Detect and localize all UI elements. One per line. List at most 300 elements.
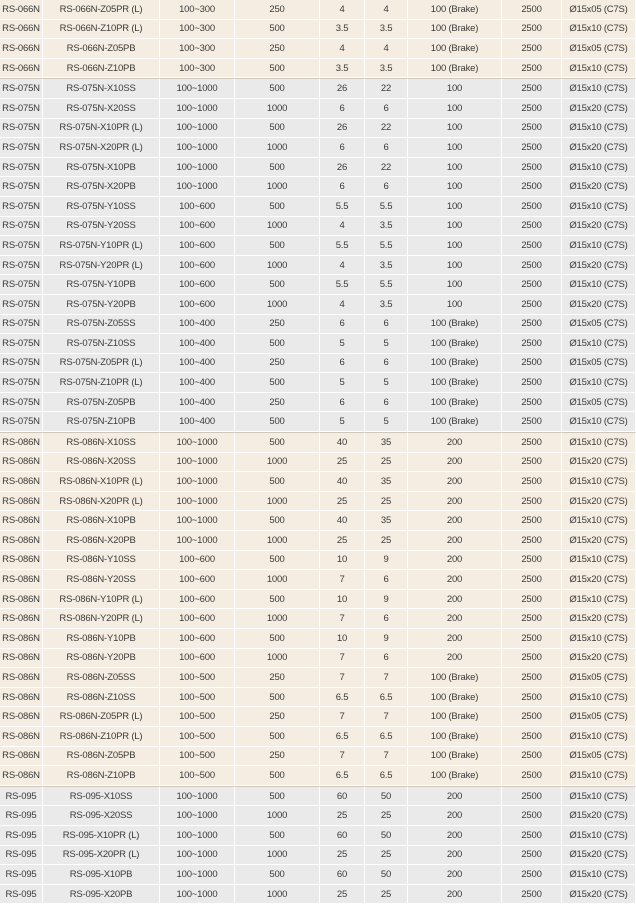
stroke-cell: 100~1000 [160, 432, 235, 453]
rpm-cell: 2500 [502, 551, 562, 571]
rpm-cell: 2500 [502, 629, 562, 649]
screw-cell: Ø15x05 (C7S) [562, 39, 636, 59]
part-number-cell: RS-095-X20PB [43, 885, 160, 904]
load-h-cell: 7 [320, 707, 365, 727]
speed-cell: 1000 [235, 256, 320, 276]
stroke-cell: 100~600 [160, 217, 235, 237]
part-number-cell: RS-066N-Z10PB [43, 59, 160, 79]
table-row [0, 177, 636, 197]
power-cell: 100 [408, 256, 502, 276]
power-cell: 100 [408, 275, 502, 295]
power-cell: 200 [408, 629, 502, 649]
part-number-cell: RS-066N-Z10PR (L) [43, 20, 160, 40]
rpm-cell: 2500 [502, 453, 562, 473]
speed-cell: 500 [235, 786, 320, 807]
load-v-cell: 5.5 [365, 275, 408, 295]
power-cell: 100 (Brake) [408, 412, 502, 432]
table-row [0, 59, 636, 79]
stroke-cell: 100~1000 [160, 472, 235, 492]
load-h-cell: 26 [320, 119, 365, 139]
rpm-cell: 2500 [502, 373, 562, 393]
speed-cell: 250 [235, 39, 320, 59]
part-number-cell: RS-086N-Y20SS [43, 570, 160, 590]
rpm-cell: 2500 [502, 197, 562, 217]
part-number-cell: RS-095-X10PB [43, 865, 160, 885]
model-cell: RS-075N [0, 334, 43, 354]
table-row [0, 570, 636, 590]
stroke-cell: 100~500 [160, 688, 235, 708]
load-h-cell: 7 [320, 668, 365, 688]
speed-cell: 500 [235, 20, 320, 40]
rpm-cell: 2500 [502, 786, 562, 807]
power-cell: 100 [408, 99, 502, 119]
load-h-cell: 6 [320, 177, 365, 197]
table-row [0, 393, 636, 413]
table-row [0, 236, 636, 256]
model-cell: RS-075N [0, 315, 43, 335]
load-v-cell: 6 [365, 99, 408, 119]
load-h-cell: 5 [320, 334, 365, 354]
model-cell: RS-086N [0, 453, 43, 473]
part-number-cell: RS-066N-Z05PB [43, 39, 160, 59]
part-number-cell: RS-075N-Y20SS [43, 217, 160, 237]
model-cell: RS-075N [0, 197, 43, 217]
speed-cell: 500 [235, 511, 320, 531]
power-cell: 100 (Brake) [408, 766, 502, 786]
stroke-cell: 100~400 [160, 373, 235, 393]
power-cell: 200 [408, 609, 502, 629]
load-h-cell: 6 [320, 354, 365, 374]
power-cell: 100 [408, 158, 502, 178]
load-h-cell: 6 [320, 138, 365, 158]
stroke-cell: 100~1000 [160, 453, 235, 473]
rpm-cell: 2500 [502, 412, 562, 432]
rpm-cell: 2500 [502, 217, 562, 237]
screw-cell: Ø15x10 (C7S) [562, 629, 636, 649]
power-cell: 100 [408, 138, 502, 158]
table-row [0, 453, 636, 473]
part-number-cell: RS-075N-X10PR (L) [43, 119, 160, 139]
speed-cell: 250 [235, 668, 320, 688]
model-cell: RS-095 [0, 846, 43, 866]
rpm-cell: 2500 [502, 275, 562, 295]
load-v-cell: 3.5 [365, 20, 408, 40]
model-cell: RS-075N [0, 236, 43, 256]
stroke-cell: 100~1000 [160, 531, 235, 551]
power-cell: 100 [408, 217, 502, 237]
table-row [0, 119, 636, 139]
load-h-cell: 4 [320, 0, 365, 20]
load-v-cell: 6 [365, 138, 408, 158]
power-cell: 200 [408, 826, 502, 846]
load-v-cell: 5 [365, 412, 408, 432]
table-row [0, 727, 636, 747]
rpm-cell: 2500 [502, 158, 562, 178]
screw-cell: Ø15x05 (C7S) [562, 0, 636, 20]
screw-cell: Ø15x20 (C7S) [562, 531, 636, 551]
load-h-cell: 40 [320, 432, 365, 453]
screw-cell: Ø15x10 (C7S) [562, 511, 636, 531]
load-v-cell: 35 [365, 472, 408, 492]
part-number-cell: RS-075N-Z10PR (L) [43, 373, 160, 393]
rpm-cell: 2500 [502, 315, 562, 335]
model-cell: RS-066N [0, 20, 43, 40]
load-h-cell: 7 [320, 747, 365, 767]
model-cell: RS-075N [0, 275, 43, 295]
power-cell: 100 (Brake) [408, 668, 502, 688]
model-cell: RS-095 [0, 885, 43, 904]
rpm-cell: 2500 [502, 99, 562, 119]
speed-cell: 1000 [235, 806, 320, 826]
model-cell: RS-075N [0, 119, 43, 139]
stroke-cell: 100~600 [160, 570, 235, 590]
model-cell: RS-095 [0, 786, 43, 807]
load-v-cell: 3.5 [365, 295, 408, 315]
model-cell: RS-086N [0, 629, 43, 649]
table-row [0, 78, 636, 99]
load-v-cell: 9 [365, 590, 408, 610]
part-number-cell: RS-086N-Z05SS [43, 668, 160, 688]
load-h-cell: 4 [320, 295, 365, 315]
screw-cell: Ø15x20 (C7S) [562, 846, 636, 866]
load-h-cell: 60 [320, 826, 365, 846]
model-cell: RS-075N [0, 393, 43, 413]
speed-cell: 1000 [235, 99, 320, 119]
speed-cell: 1000 [235, 846, 320, 866]
load-v-cell: 25 [365, 806, 408, 826]
load-h-cell: 7 [320, 649, 365, 669]
stroke-cell: 100~600 [160, 551, 235, 571]
speed-cell: 250 [235, 315, 320, 335]
rpm-cell: 2500 [502, 334, 562, 354]
model-cell: RS-086N [0, 668, 43, 688]
part-number-cell: RS-075N-Z10SS [43, 334, 160, 354]
part-number-cell: RS-075N-Y20PR (L) [43, 256, 160, 276]
model-cell: RS-066N [0, 0, 43, 20]
screw-cell: Ø15x10 (C7S) [562, 158, 636, 178]
model-cell: RS-075N [0, 158, 43, 178]
model-cell: RS-075N [0, 256, 43, 276]
speed-cell: 500 [235, 826, 320, 846]
stroke-cell: 100~600 [160, 629, 235, 649]
part-number-cell: RS-086N-Z05PB [43, 747, 160, 767]
table-row [0, 649, 636, 669]
model-cell: RS-075N [0, 295, 43, 315]
stroke-cell: 100~1000 [160, 885, 235, 904]
model-cell: RS-086N [0, 766, 43, 786]
stroke-cell: 100~500 [160, 747, 235, 767]
screw-cell: Ø15x10 (C7S) [562, 59, 636, 79]
part-number-cell: RS-075N-Z05PB [43, 393, 160, 413]
table-row [0, 885, 636, 904]
load-h-cell: 4 [320, 39, 365, 59]
model-cell: RS-086N [0, 472, 43, 492]
speed-cell: 1000 [235, 295, 320, 315]
power-cell: 100 (Brake) [408, 373, 502, 393]
part-number-cell: RS-095-X10PR (L) [43, 826, 160, 846]
part-number-cell: RS-075N-Y10PB [43, 275, 160, 295]
model-cell: RS-075N [0, 412, 43, 432]
table-row [0, 0, 636, 20]
screw-cell: Ø15x10 (C7S) [562, 78, 636, 99]
screw-cell: Ø15x05 (C7S) [562, 707, 636, 727]
load-h-cell: 6 [320, 99, 365, 119]
screw-cell: Ø15x20 (C7S) [562, 177, 636, 197]
power-cell: 200 [408, 846, 502, 866]
load-h-cell: 60 [320, 865, 365, 885]
part-number-cell: RS-075N-X20PR (L) [43, 138, 160, 158]
load-h-cell: 6.5 [320, 688, 365, 708]
part-number-cell: RS-086N-Y20PB [43, 649, 160, 669]
speed-cell: 500 [235, 727, 320, 747]
power-cell: 100 (Brake) [408, 688, 502, 708]
part-number-cell: RS-086N-Y10PR (L) [43, 590, 160, 610]
speed-cell: 500 [235, 373, 320, 393]
load-v-cell: 6 [365, 315, 408, 335]
model-cell: RS-066N [0, 59, 43, 79]
part-number-cell: RS-075N-X10SS [43, 78, 160, 99]
load-v-cell: 22 [365, 119, 408, 139]
speed-cell: 500 [235, 275, 320, 295]
speed-cell: 1000 [235, 570, 320, 590]
speed-cell: 250 [235, 0, 320, 20]
screw-cell: Ø15x20 (C7S) [562, 217, 636, 237]
speed-cell: 500 [235, 472, 320, 492]
power-cell: 100 [408, 78, 502, 99]
screw-cell: Ø15x10 (C7S) [562, 197, 636, 217]
table-row [0, 256, 636, 276]
power-cell: 100 (Brake) [408, 334, 502, 354]
model-cell: RS-086N [0, 531, 43, 551]
part-number-cell: RS-086N-Z10PB [43, 766, 160, 786]
speed-cell: 1000 [235, 453, 320, 473]
stroke-cell: 100~1000 [160, 786, 235, 807]
load-h-cell: 25 [320, 531, 365, 551]
rpm-cell: 2500 [502, 0, 562, 20]
power-cell: 200 [408, 590, 502, 610]
screw-cell: Ø15x10 (C7S) [562, 472, 636, 492]
table-row [0, 492, 636, 512]
model-cell: RS-075N [0, 354, 43, 374]
table-row [0, 747, 636, 767]
power-cell: 200 [408, 511, 502, 531]
rpm-cell: 2500 [502, 39, 562, 59]
part-number-cell: RS-095-X10SS [43, 786, 160, 807]
table-row [0, 531, 636, 551]
screw-cell: Ø15x10 (C7S) [562, 865, 636, 885]
table-row [0, 609, 636, 629]
load-h-cell: 25 [320, 806, 365, 826]
power-cell: 100 (Brake) [408, 707, 502, 727]
screw-cell: Ø15x10 (C7S) [562, 766, 636, 786]
stroke-cell: 100~1000 [160, 826, 235, 846]
table-row [0, 786, 636, 807]
load-v-cell: 6 [365, 393, 408, 413]
power-cell: 200 [408, 432, 502, 453]
stroke-cell: 100~300 [160, 59, 235, 79]
screw-cell: Ø15x10 (C7S) [562, 20, 636, 40]
rpm-cell: 2500 [502, 138, 562, 158]
table-row [0, 511, 636, 531]
stroke-cell: 100~1000 [160, 99, 235, 119]
stroke-cell: 100~1000 [160, 78, 235, 99]
load-v-cell: 22 [365, 158, 408, 178]
load-v-cell: 25 [365, 885, 408, 904]
table-row [0, 275, 636, 295]
speed-cell: 1000 [235, 492, 320, 512]
rpm-cell: 2500 [502, 393, 562, 413]
screw-cell: Ø15x10 (C7S) [562, 432, 636, 453]
stroke-cell: 100~1000 [160, 511, 235, 531]
stroke-cell: 100~300 [160, 39, 235, 59]
speed-cell: 500 [235, 432, 320, 453]
table-row [0, 806, 636, 826]
load-h-cell: 5 [320, 412, 365, 432]
screw-cell: Ø15x05 (C7S) [562, 315, 636, 335]
power-cell: 200 [408, 570, 502, 590]
stroke-cell: 100~1000 [160, 806, 235, 826]
screw-cell: Ø15x10 (C7S) [562, 826, 636, 846]
model-cell: RS-075N [0, 177, 43, 197]
load-h-cell: 26 [320, 158, 365, 178]
rpm-cell: 2500 [502, 865, 562, 885]
part-number-cell: RS-075N-X20SS [43, 99, 160, 119]
part-number-cell: RS-086N-Z10SS [43, 688, 160, 708]
part-number-cell: RS-086N-X20PR (L) [43, 492, 160, 512]
load-v-cell: 3.5 [365, 256, 408, 276]
table-row [0, 354, 636, 374]
model-cell: RS-066N [0, 39, 43, 59]
load-h-cell: 10 [320, 629, 365, 649]
screw-cell: Ø15x10 (C7S) [562, 275, 636, 295]
model-cell: RS-095 [0, 826, 43, 846]
load-v-cell: 3.5 [365, 59, 408, 79]
part-number-cell: RS-075N-Z05PR (L) [43, 354, 160, 374]
stroke-cell: 100~600 [160, 275, 235, 295]
model-cell: RS-095 [0, 865, 43, 885]
load-v-cell: 3.5 [365, 217, 408, 237]
stroke-cell: 100~600 [160, 649, 235, 669]
speed-cell: 1000 [235, 138, 320, 158]
speed-cell: 500 [235, 551, 320, 571]
part-number-cell: RS-095-X20PR (L) [43, 846, 160, 866]
rpm-cell: 2500 [502, 59, 562, 79]
rpm-cell: 2500 [502, 354, 562, 374]
power-cell: 100 [408, 119, 502, 139]
load-h-cell: 3.5 [320, 59, 365, 79]
part-number-cell: RS-086N-Y10PB [43, 629, 160, 649]
screw-cell: Ø15x10 (C7S) [562, 373, 636, 393]
power-cell: 100 (Brake) [408, 315, 502, 335]
load-v-cell: 5 [365, 373, 408, 393]
part-number-cell: RS-086N-X10PB [43, 511, 160, 531]
load-h-cell: 4 [320, 256, 365, 276]
stroke-cell: 100~600 [160, 590, 235, 610]
load-v-cell: 5.5 [365, 236, 408, 256]
rpm-cell: 2500 [502, 236, 562, 256]
rpm-cell: 2500 [502, 609, 562, 629]
screw-cell: Ø15x20 (C7S) [562, 138, 636, 158]
load-h-cell: 6.5 [320, 766, 365, 786]
table-row [0, 707, 636, 727]
power-cell: 100 [408, 295, 502, 315]
table-row [0, 472, 636, 492]
power-cell: 200 [408, 649, 502, 669]
screw-cell: Ø15x20 (C7S) [562, 885, 636, 904]
speed-cell: 500 [235, 865, 320, 885]
rpm-cell: 2500 [502, 531, 562, 551]
screw-cell: Ø15x10 (C7S) [562, 119, 636, 139]
stroke-cell: 100~300 [160, 20, 235, 40]
screw-cell: Ø15x20 (C7S) [562, 256, 636, 276]
model-cell: RS-086N [0, 649, 43, 669]
part-number-cell: RS-075N-Z05SS [43, 315, 160, 335]
screw-cell: Ø15x20 (C7S) [562, 609, 636, 629]
load-h-cell: 5 [320, 373, 365, 393]
load-v-cell: 25 [365, 846, 408, 866]
load-v-cell: 9 [365, 629, 408, 649]
stroke-cell: 100~1000 [160, 119, 235, 139]
load-v-cell: 7 [365, 668, 408, 688]
screw-cell: Ø15x05 (C7S) [562, 393, 636, 413]
stroke-cell: 100~1000 [160, 177, 235, 197]
load-v-cell: 35 [365, 511, 408, 531]
rpm-cell: 2500 [502, 472, 562, 492]
model-cell: RS-086N [0, 551, 43, 571]
load-h-cell: 5.5 [320, 197, 365, 217]
speed-cell: 500 [235, 59, 320, 79]
rpm-cell: 2500 [502, 78, 562, 99]
load-h-cell: 25 [320, 885, 365, 904]
load-v-cell: 6.5 [365, 688, 408, 708]
screw-cell: Ø15x05 (C7S) [562, 354, 636, 374]
table-row [0, 138, 636, 158]
part-number-cell: RS-086N-Z05PR (L) [43, 707, 160, 727]
speed-cell: 250 [235, 747, 320, 767]
model-cell: RS-086N [0, 570, 43, 590]
model-cell: RS-086N [0, 747, 43, 767]
table-row [0, 766, 636, 786]
screw-cell: Ø15x20 (C7S) [562, 570, 636, 590]
speed-cell: 250 [235, 354, 320, 374]
load-v-cell: 5.5 [365, 197, 408, 217]
rpm-cell: 2500 [502, 590, 562, 610]
part-number-cell: RS-075N-Z10PB [43, 412, 160, 432]
screw-cell: Ø15x20 (C7S) [562, 99, 636, 119]
part-number-cell: RS-075N-X10PB [43, 158, 160, 178]
model-cell: RS-086N [0, 727, 43, 747]
screw-cell: Ø15x20 (C7S) [562, 453, 636, 473]
model-cell: RS-086N [0, 590, 43, 610]
power-cell: 100 (Brake) [408, 354, 502, 374]
load-h-cell: 3.5 [320, 20, 365, 40]
table-row [0, 412, 636, 432]
load-h-cell: 25 [320, 492, 365, 512]
load-h-cell: 4 [320, 217, 365, 237]
screw-cell: Ø15x10 (C7S) [562, 551, 636, 571]
load-v-cell: 50 [365, 786, 408, 807]
speed-cell: 1000 [235, 177, 320, 197]
load-v-cell: 25 [365, 453, 408, 473]
stroke-cell: 100~600 [160, 295, 235, 315]
rpm-cell: 2500 [502, 707, 562, 727]
stroke-cell: 100~1000 [160, 492, 235, 512]
table-row [0, 158, 636, 178]
part-number-cell: RS-086N-Y20PR (L) [43, 609, 160, 629]
stroke-cell: 100~1000 [160, 846, 235, 866]
load-h-cell: 40 [320, 511, 365, 531]
part-number-cell: RS-075N-X20PB [43, 177, 160, 197]
